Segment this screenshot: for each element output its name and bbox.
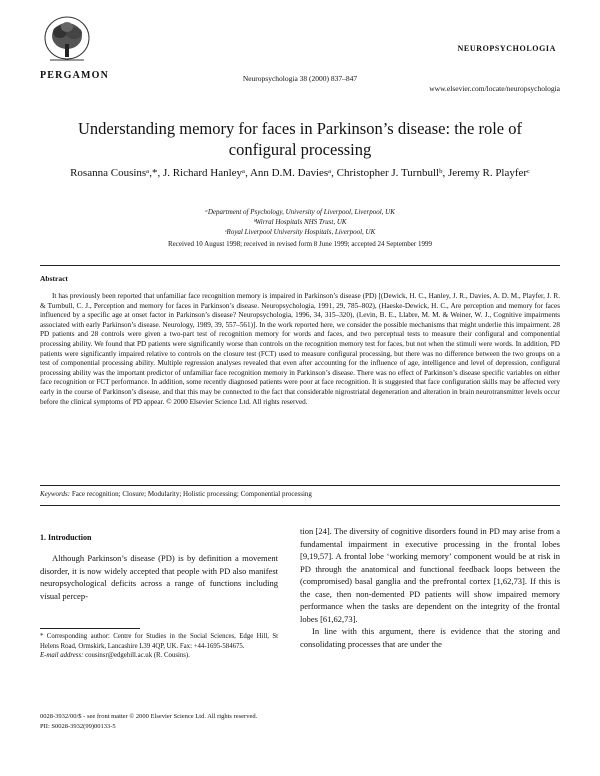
footnote (40, 632, 278, 661)
page-footer (40, 712, 257, 731)
keywords-text: Face recognition; Closure; Modularity; Holistic processing; Componential processing (71, 490, 312, 498)
divider-top (40, 265, 560, 266)
intro-heading: 1. Introduction (40, 533, 92, 542)
corresponding-author: * Corresponding author: Centre for Studies in the Social Sciences, Edge Hill, St Helens Road, Ormskirk, Lancashire L39 4QP, UK. Fax: +44-1695-584675. (40, 633, 278, 650)
journal-url[interactable]: www.elsevier.com/locate/neuropsychologia (429, 84, 560, 93)
abstract-text: It has previously been reported that unfamiliar face recognition memory is impaired in Parkinson’s disease (PD) [(Dewick, H. C., Hanley, J. R., Davies, A. D. M., Playfer, J. R. & Turnbull, C. J., Perception and memory for faces in Parkinson’s disease. Neuropsychologia, 1991, 29, 785–802), (Haeske-Dewick, H. C., Are perception and memory for faces influenced by a specific age at onset factor in Parkinson’s disease? Neuropsychologia, 1996, 34, 315–320), (Levin, B. E., Llabre, M. M. & Weiner, W. J., Cognitive impairments associated with early Parkinson’s disease. Neurology, 1989, 39, 557–561)]. In the work reported here, we consider the possible mechanisms that might underlie this impairment. 28 PD patients and 28 controls were given a two-part test of recognition memory for words and faces, and two perceptual tests to measure their configural and componential processing ability. We found that PD patients were significantly worse than controls on the recognition memory test for faces, but not when the stimuli were words. In addition, PD patients were significantly impaired relative to controls on the closure test (FCT) used to measure configural processing, but there was no difference between the two groups on a test of componential processing ability. Multiple regression analyses revealed that even after accounting for the influence of age, intelligence and level of depression, configural processing ability was the important predictor of unfamiliar face recognition memory in Parkinson’s disease. There was no effect of Parkinson’s disease specific variables on either face recognition or FCT performance. In addition, some recently diagnosed patients were poor at face recognition. It is suggested that face configuration skills may be affected very early in the course of Parkinson’s disease, and that this may be connected to the fact that considerable nigrostriatal degeneration and alteration in brain neurotransmitter levels occur before the clinical symptoms of PD appear. © 2000 Elsevier Science Ltd. All rights reserved. (40, 292, 560, 406)
affiliation-c: ᶜRoyal Liverpool University Hospitals, Liverpool, UK (224, 228, 376, 236)
email-line (40, 651, 278, 661)
email-address[interactable]: cousinsr@edgehill.ac.uk (R. Cousins). (85, 652, 190, 660)
affiliation-b: ᵇWirral Hospitals NHS Trust, UK (253, 218, 347, 226)
keywords (40, 490, 560, 498)
publisher-logo-tree-icon (42, 14, 92, 68)
affiliation-a: ᵃDepartment of Psychology, University of Liverpool, Liverpool, UK (205, 208, 395, 216)
article-title: Understanding memory for faces in Parkinson’s disease: the role of configural processing (77, 119, 522, 159)
intro-paragraph-2: tion [24]. The diversity of cognitive disorders found in PD may arise from a fundamental impairment in executive processing in the frontal lobes [9,19,57]. A frontal lobe ‘working memory’ component would be at risk in PD through the anatomical and functional feedback loops between the (compromised) basal ganglia and the prefrontal cortex [1,62,73]. If this is the case, then non-demented PD patients will show impaired memory performance when the tasks are dependent on the integrity of the frontal lobes [61,62,73]. (300, 526, 560, 624)
divider-keywords-bottom (40, 505, 560, 506)
publisher-name: PERGAMON (40, 70, 110, 81)
copyright-line: 0028-3932/00/$ - see front matter © 2000 Elsevier Science Ltd. All rights reserved. (40, 713, 258, 720)
author-list: Rosanna Cousinsᵃ,*, J. Richard Hanleyᵃ, Ann D.M. Daviesᵃ, Christopher J. Turnbullᵇ, Jeremy R. Playferᶜ (70, 167, 530, 179)
affiliations (60, 207, 540, 237)
abstract-heading: Abstract (40, 274, 68, 283)
keywords-label: Keywords: (40, 490, 71, 498)
intro-column-2 (300, 525, 560, 650)
email-label: E-mail address: (40, 652, 84, 660)
pii-line: PII: S0028-3932(99)00133-5 (40, 722, 116, 730)
footnote-rule (40, 628, 140, 629)
journal-name: NEUROPSYCHOLOGIA (457, 44, 556, 53)
journal-citation: Neuropsychologia 38 (2000) 837–847 (242, 74, 358, 83)
received-dates: Received 10 August 1998; received in revised form 8 June 1999; accepted 24 September 1999 (168, 240, 432, 248)
intro-paragraph-1: Although Parkinson’s disease (PD) is by definition a movement disorder, it is now widely accepted that people with PD also manifest neuropsychological deficits across a range of functions including visual percep- (40, 553, 278, 601)
intro-paragraph-3: In line with this argument, there is evidence that the storing and consolidating processes that are under the (300, 626, 560, 649)
divider-keywords-top (40, 485, 560, 486)
